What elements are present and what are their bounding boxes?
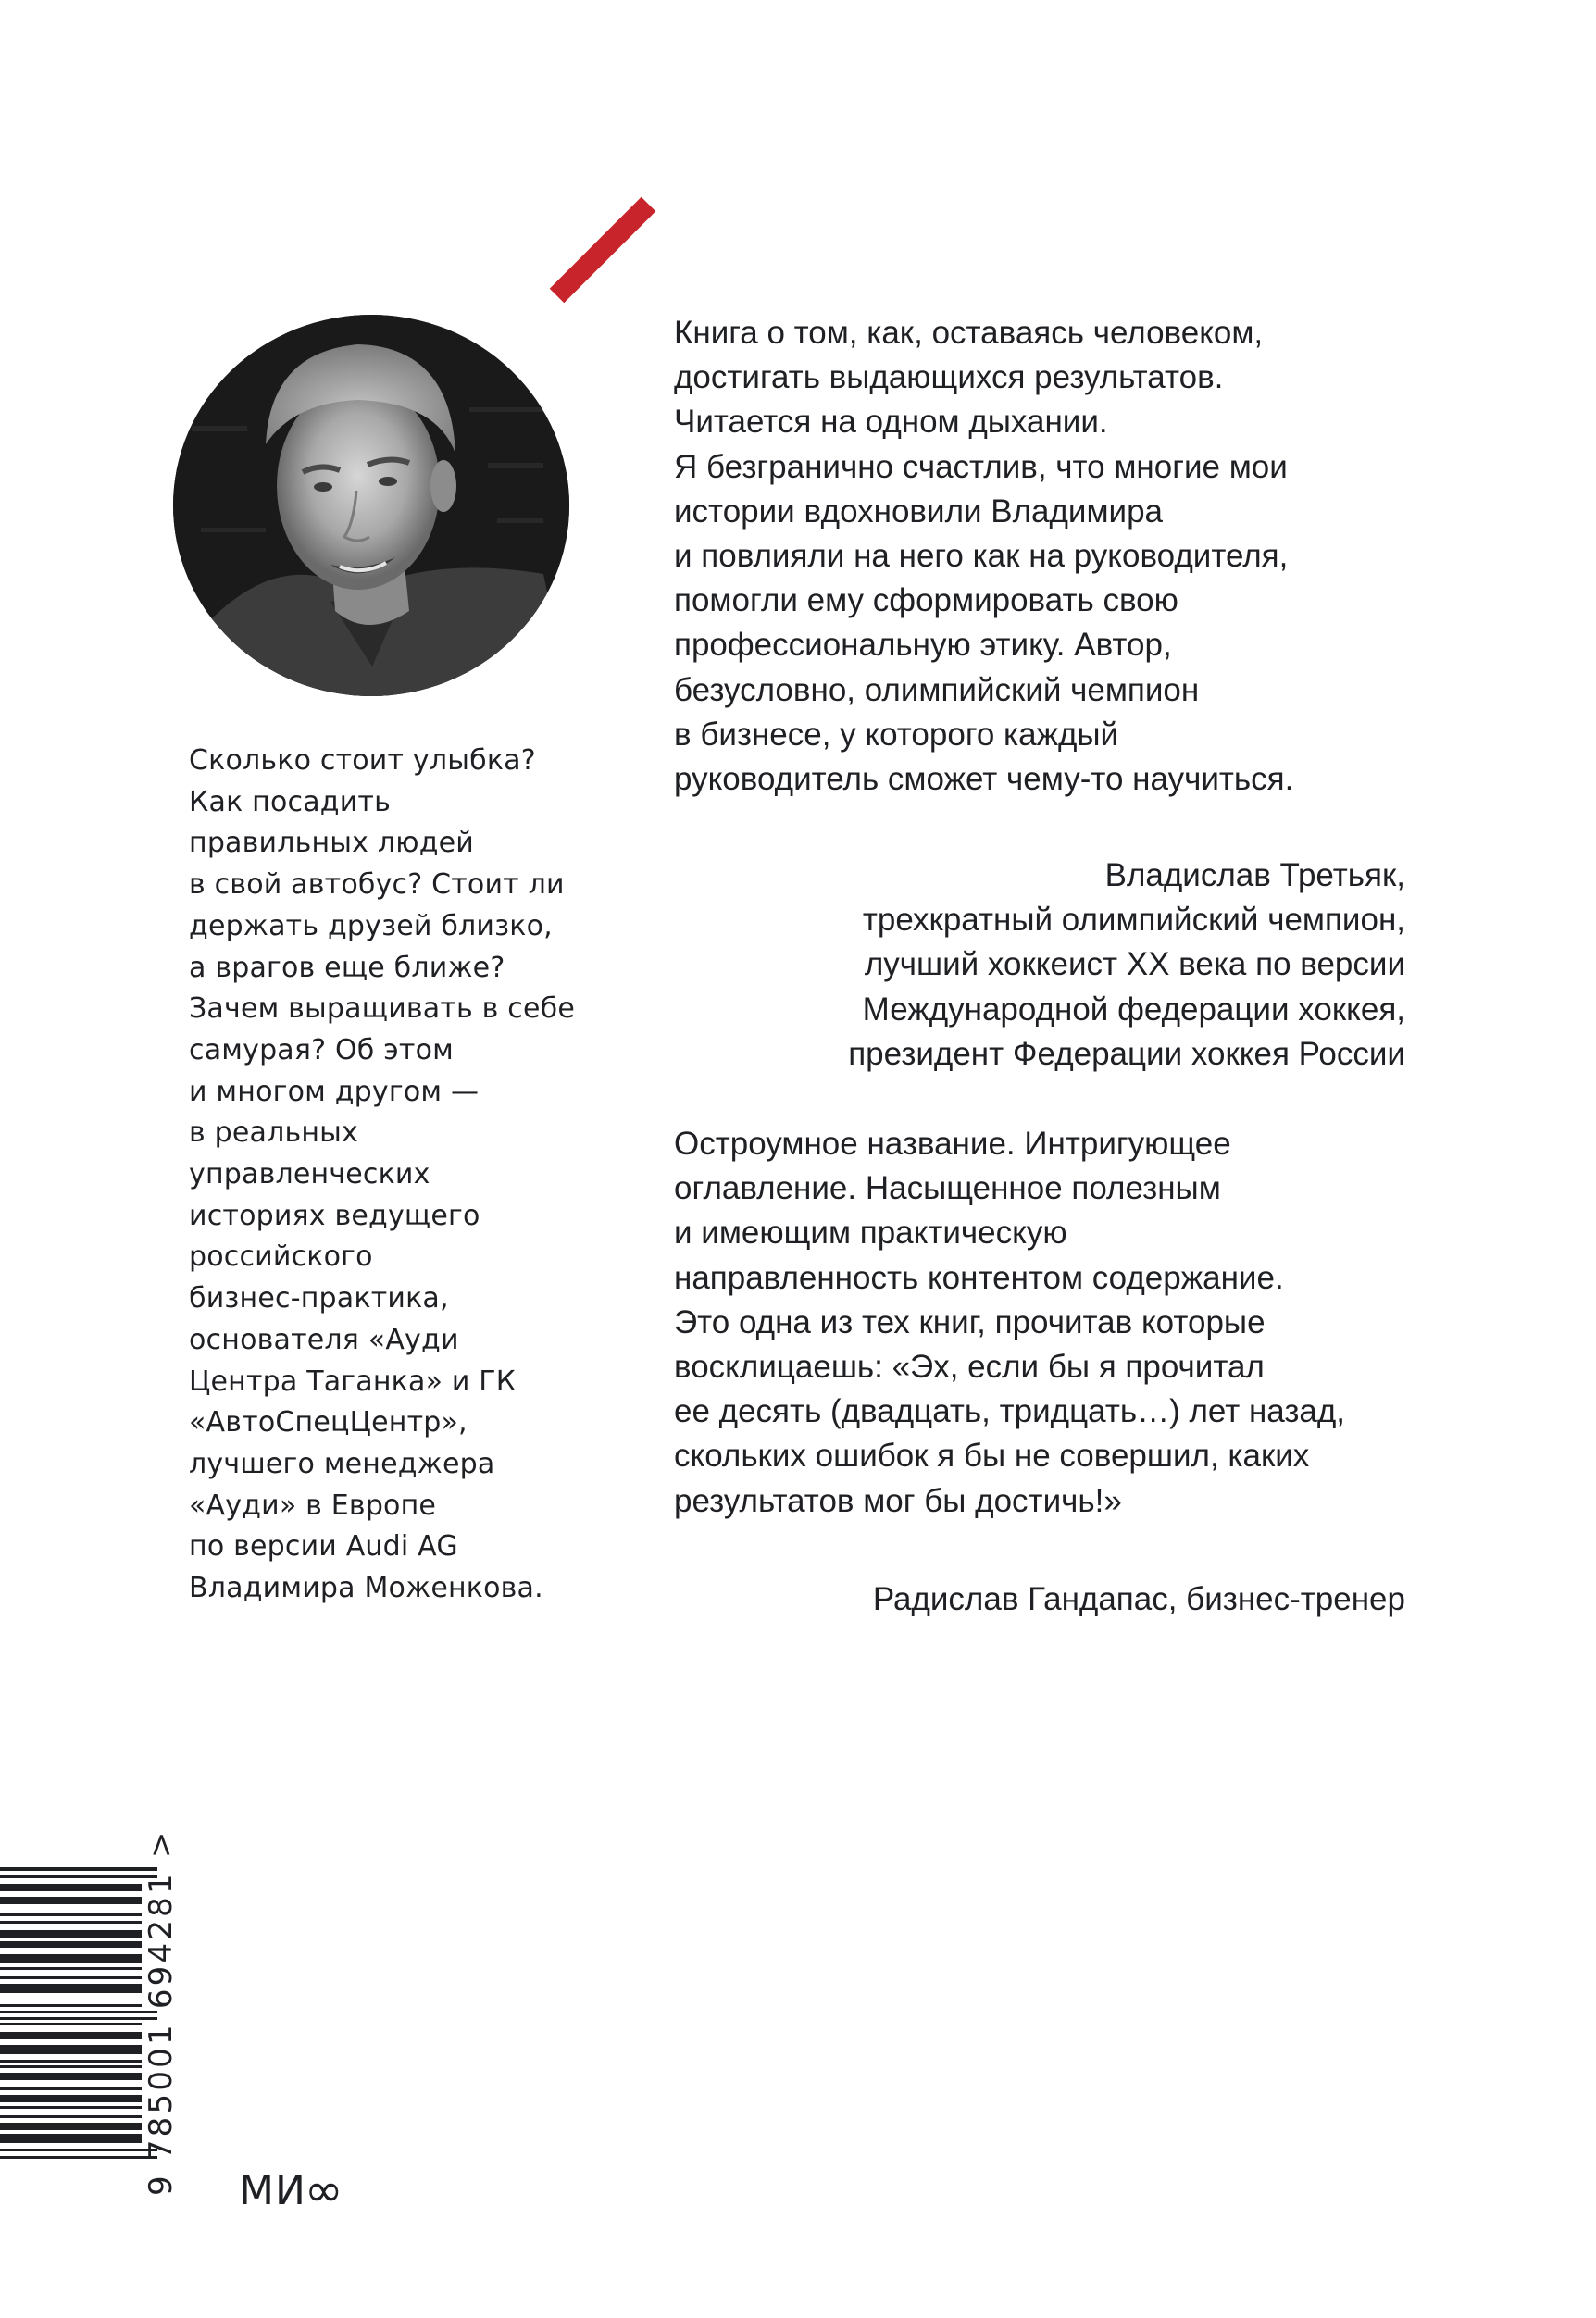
blurb-line: «АвтоСпецЦентр», bbox=[189, 1406, 468, 1439]
blurb-line: держать друзей близко, bbox=[189, 909, 553, 942]
quote-line: профессиональную этику. Автор, bbox=[674, 627, 1172, 664]
quote-line: оглавление. Насыщенное полезным bbox=[674, 1170, 1221, 1207]
publisher-logo bbox=[239, 2162, 344, 2215]
attribution-line: Международной федерации хоккея, bbox=[862, 991, 1405, 1028]
attribution-line: Радислав Гандапас, бизнес-тренер bbox=[872, 1581, 1405, 1617]
blurb-line: Зачем выращивать в себе bbox=[189, 992, 575, 1026]
quote-line: достигать выдающихся результатов. bbox=[674, 359, 1224, 396]
blurb-line: «Ауди» в Европе bbox=[189, 1489, 437, 1522]
testimonial-quote-1 bbox=[674, 311, 1415, 802]
blurb-line: основателя «Ауди bbox=[189, 1323, 459, 1356]
quote-line: руководитель сможет чему-то научиться. bbox=[674, 761, 1294, 798]
attribution-line: Владислав Третьяк, bbox=[1104, 857, 1405, 893]
blurb-line: по версии Audi AG bbox=[189, 1530, 458, 1564]
isbn-digits: 9 785001 694281 > bbox=[143, 1828, 180, 2196]
blurb-line: и многом другом — bbox=[189, 1075, 480, 1108]
quote-line: и имеющим практическую bbox=[674, 1215, 1067, 1252]
blurb-line: самурая? Об этом bbox=[189, 1033, 454, 1066]
quote-line: в бизнесе, у которого каждый bbox=[674, 716, 1119, 753]
blurb-line: историях ведущего bbox=[189, 1199, 480, 1232]
quote-line: результатов мог бы достичь!» bbox=[674, 1482, 1122, 1519]
publisher-logo-text: МИ bbox=[239, 2167, 306, 2214]
blurb-line: Центра Таганка» и ГК bbox=[189, 1365, 517, 1398]
quote-line: безусловно, олимпийский чемпион bbox=[674, 671, 1200, 708]
infinity-icon: ∞ bbox=[304, 2163, 344, 2217]
testimonial-attribution-1 bbox=[848, 854, 1405, 1077]
quote-line: скольких ошибок я бы не совершил, каких bbox=[674, 1438, 1310, 1475]
portrait-photo-icon bbox=[173, 315, 569, 696]
blurb-line: а врагов еще ближе? bbox=[189, 951, 505, 984]
blurb-line: в свой автобус? Стоит ли bbox=[189, 868, 565, 902]
quote-line: истории вдохновили Владимира bbox=[674, 492, 1164, 530]
isbn-barcode bbox=[0, 1856, 157, 2199]
testimonial-attribution-2 bbox=[873, 1577, 1405, 1622]
blurb-line: Сколько стоит улыбка? bbox=[189, 744, 536, 777]
attribution-line: президент Федерации хоккея России bbox=[848, 1035, 1405, 1072]
blurb-line: правильных людей bbox=[189, 827, 474, 860]
blurb-line: Как посадить bbox=[189, 785, 391, 818]
quote-line: и повлияли на него как на руководителя, bbox=[674, 538, 1289, 575]
quote-line: Читается на одном дыхании. bbox=[674, 404, 1108, 441]
blurb-line: российского bbox=[189, 1240, 373, 1274]
attribution-line: трехкратный олимпийский чемпион, bbox=[862, 902, 1405, 939]
quote-line: помогли ему сформировать свою bbox=[674, 582, 1178, 619]
blurb-line: управленческих bbox=[189, 1158, 430, 1191]
blurb-line: лучшего менеджера bbox=[189, 1447, 495, 1480]
blurb-line: в реальных bbox=[189, 1116, 359, 1150]
book-blurb bbox=[189, 741, 587, 1610]
testimonial-quote-2 bbox=[674, 1122, 1415, 1524]
quote-line: ее десять (двадцать, тридцать…) лет назад, bbox=[674, 1393, 1346, 1430]
author-portrait bbox=[173, 315, 569, 696]
quote-line: Книга о том, как, оставаясь человеком, bbox=[674, 315, 1264, 351]
attribution-line: лучший хоккеист XX века по версии bbox=[864, 946, 1405, 983]
quote-line: восклицаешь: «Эх, если бы я прочитал bbox=[674, 1349, 1265, 1386]
quote-line: Я безгранично счастлив, что многие мои bbox=[674, 448, 1288, 485]
blurb-line: бизнес-практика, bbox=[189, 1282, 449, 1315]
barcode-icon bbox=[0, 1856, 157, 2199]
quote-line: Это одна из тех книг, прочитав которые bbox=[674, 1303, 1266, 1340]
red-accent-slash bbox=[550, 197, 656, 304]
quote-line: Остроумное название. Интригующее bbox=[674, 1126, 1231, 1162]
blurb-line: Владимира Моженкова. bbox=[189, 1572, 543, 1605]
quote-line: направленность контентом содержание. bbox=[674, 1259, 1284, 1296]
